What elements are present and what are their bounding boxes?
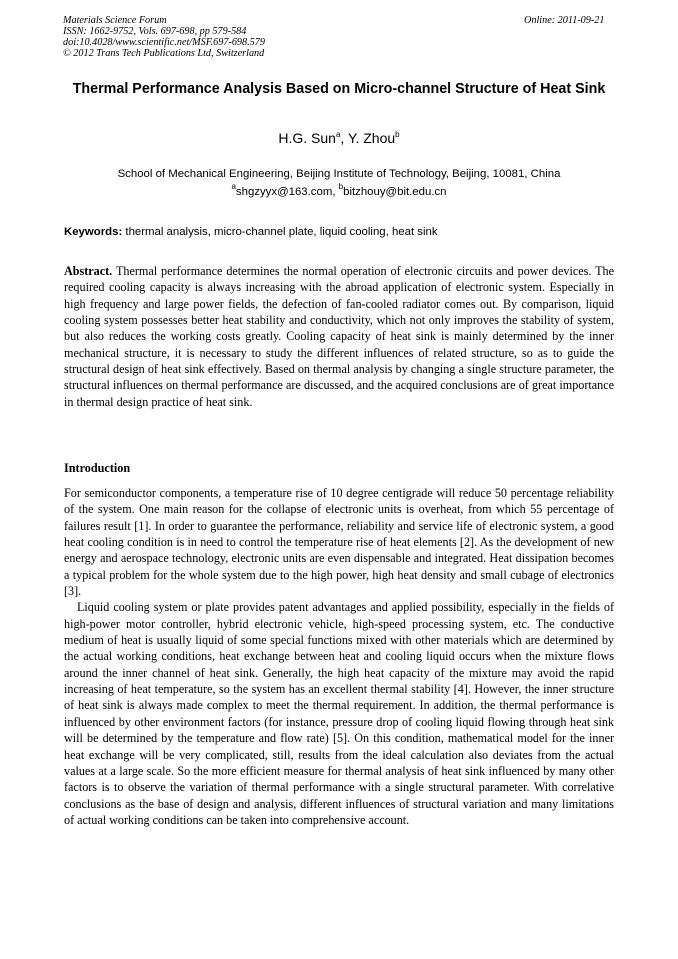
- journal-issn: ISSN: 1662-9752, Vols. 697-698, pp 579-584: [63, 26, 247, 37]
- keywords-label: Keywords:: [64, 226, 123, 238]
- author-name: H.G. Sun: [278, 130, 336, 146]
- paragraph: Liquid cooling system or plate provides patent advantages and applied possibility, especially in the fields of high-power motor controller, hybrid electronic vehicle, high-speed processing system, etc. The conductive medium of heat is usually liquid of some special functions mixed with other materials which are determined by the actual working conditions, heat exchange between heat and cooling liquid occurs when the mixture flows around the inner channel of heat sink. Generally, the high heat capacity of the mixture may avoid the rapid increasing of heat temperature, so the system has an excellent thermal stability [4]. However, the inner structure of heat sink is always made complex to meet the thermal requirement. In addition, the thermal performance is influenced by other environment factors (for instance, pressure drop of cooling liquid flowing through heat sink will be determined by the temperature and flow rate) [5]. On this condition, mathematical model for the inner heat exchange will be very complicated, still, results from the ideal calculation also deviates from the actual values at a large scale. So the more efficient measure for thermal analysis of heat sink influenced by many other factors is to observe the variation of thermal performance with a single structural parameter. With correlative conclusions as the base of design and analysis, different influences of structural variation and many limitations of actual working conditions can be taken into comprehensive account.: [64, 600, 614, 827]
- keywords: [64, 225, 624, 239]
- author-name: Y. Zhou: [347, 130, 396, 146]
- email-list: [64, 182, 614, 199]
- online-date: Online: 2011-09-21: [524, 15, 605, 26]
- journal-copyright: © 2012 Trans Tech Publications Ltd, Switzerland: [63, 48, 265, 59]
- email-mark: b: [338, 182, 344, 191]
- abstract-label: Abstract.: [64, 264, 113, 278]
- paragraph: For semiconductor components, a temperature rise of 10 degree centigrade will reduce 50 percentage reliability of the system. One main reason for the collapse of electronic units is overheat, from which 55 percentage of failures result [1]. In order to guarantee the performance, reliability and service life of electronic system, a good heat cooling condition is in need to control the temperature rise of heat elements [2]. As the development of new energy and aerospace technology, electronic units are even dispensable and integrated. Heat dissipation becomes a typical problem for the whole system due to the high power, high heat density and small cubage of electronics [3].: [64, 486, 614, 599]
- affiliation: School of Mechanical Engineering, Beijing Institute of Technology, Beijing, 10081, China: [117, 168, 561, 180]
- abstract-text: Thermal performance determines the normal operation of electronic circuits and power devices. The required cooling capacity is always increasing with the abroad application of electronic system. Especially in high frequency and large power fields, the defection of fan-cooled radiator comes out. By comparison, liquid cooling system possesses better heat stability and conductivity, which not only improves the stability of system, but also reduces the working costs greatly. Cooling capacity of heat sink is mainly determined by the inner mechanical structure, it is necessary to study the different influences of related structure, so as to guide the structural design of heat sink effectively. Based on thermal analysis by changing a single structure parameter, the structural influences on thermal performance are discussed, and the acquired conclusions are of great importance in thermal design practice of heat sink.: [64, 264, 614, 409]
- author-affiliation-mark: a: [335, 130, 341, 139]
- paper-title: Thermal Performance Analysis Based on Micro-channel Structure of Heat Sink: [72, 81, 606, 97]
- journal-doi: doi:10.4028/www.scientific.net/MSF.697-698.579: [63, 37, 265, 48]
- journal-name: Materials Science Forum: [63, 15, 167, 26]
- section-heading-introduction: Introduction: [64, 461, 131, 475]
- introduction-body: [64, 485, 614, 828]
- email-separator: ,: [332, 186, 339, 198]
- journal-header: [63, 15, 265, 59]
- author-separator: ,: [340, 130, 348, 146]
- keywords-text: thermal analysis, micro-channel plate, liquid cooling, heat sink: [122, 226, 438, 238]
- abstract: [64, 263, 614, 410]
- email-address: bitzhouy@bit.edu.cn: [343, 186, 447, 198]
- author-list: [64, 129, 614, 147]
- email-address: shgzyyx@163.com: [235, 186, 333, 198]
- email-mark: a: [231, 182, 236, 191]
- author-affiliation-mark: b: [395, 130, 400, 139]
